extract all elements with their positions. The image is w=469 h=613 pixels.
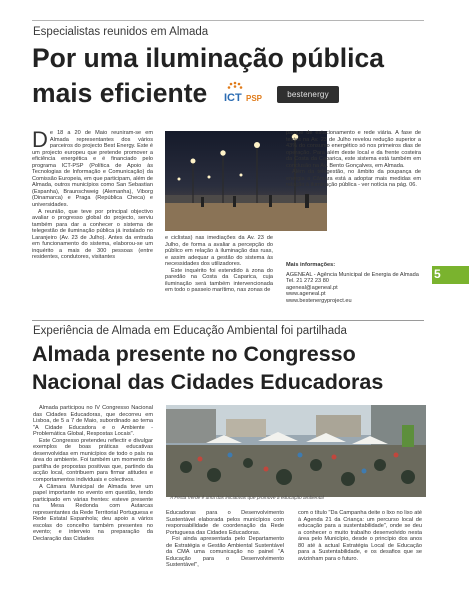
article2-paragraph: Este Congresso pretendeu reflectir e divulgar exemplos de boas práticas educativas desenvolvidas em municípios de todo o país na área do ambiente. Foi também um momento de partilha de propostas positivas que, partindo da acção local, contribuem para firmar atitudes e comportamentos individuais e colectivos. [33, 437, 153, 484]
article2-column-3 [298, 510, 422, 562]
article1-paragraph: e ciclistas) nas imediações da Av. 23 de Julho, de forma a avaliar a percepção do público em relação à iluminação das ruas, e assim adequar a gestão do sistema às necessidades dos utilizadores. [165, 235, 273, 268]
festa-verde-photo [166, 405, 426, 497]
info-website[interactable]: www.ageneal.pt [286, 291, 326, 298]
info-org: AGENEAL - Agência Municipal de Energia de Almada [286, 271, 419, 278]
svg-text:ICT: ICT [224, 92, 242, 104]
info-phone: Tel. 21 272 23 80 [286, 278, 329, 285]
article2-paragraph: com o título "Da Campanha deite o lixo no lixo até à Agenda 21 da Criança: um percurso local de educação para a sustentabilidade", onde se deu a conhecer o muito trabalho desenvolvido nesta área pelo Município, desde o princípio dos anos 80 até à actual Estratégia Local de Educação para a Sustentabilidade, e os desafios que se avizinham para o futuro. [298, 510, 422, 562]
article1-column-1 [32, 127, 153, 261]
drop-cap: D [32, 127, 48, 152]
header-rule [32, 20, 424, 21]
bestenergy-logo: bestenergy [277, 86, 339, 103]
info-email[interactable]: ageneal@ageneal.pt [286, 284, 338, 291]
article2-title-line2: Nacional das Cidades Educadoras [32, 370, 384, 394]
article1-paragraph: parque de estacionamento e rede viária. A fase de testes na Av. 23 de Julho revelou redução superior a 43% do consumo energético só nos primeiros dias de operação. Para além deste local e da frente costeira da Costa da Caparica, este sistema está também em conclusão na Av. Bento Gonçalves, em Almada. [286, 130, 421, 169]
article2-paragraph: Educadoras para o Desenvolvimento Sustentável elaborada pelos municípios com responsabilidade de coordenação da Rede Portuguesa das Cidades Educadoras. [166, 510, 284, 536]
article1-paragraph: Além da telegestão, no âmbito da poupança de energia a Câmara está a adoptar mais medidas em relação à iluminação pública - ver notícia na pág. 06. [286, 169, 421, 189]
article1-title-line2: mais eficiente [32, 78, 208, 108]
article1-kicker: Especialistas reunidos em Almada [33, 26, 209, 38]
info-box [286, 262, 426, 304]
article2-column-1 [33, 405, 153, 542]
page-number: 5 [434, 267, 441, 281]
article1-paragraph: A reunião, que teve por principal objectivo avaliar o progresso global do projecto, serviu também para dar a conhecer o sistema de telegestão de iluminação pública já instalado no Laranjeiro (Av. 23 de Julho). Antes da entrada em funcionamento do sistema, elaborou-se um inquérito a mais de 300 pessoas (entre residentes, condutores, visitantes [32, 208, 153, 261]
article1-paragraph: e 18 a 20 de Maio reuniram-se em Almada representantes dos vários parceiros do projecto Best Energy. Este é um projecto europeu que pretende promover a eficiência energética e é financiado pelo programa ICT-PSP (Política de Apoio às Tecnologias de Informação e Comunicação) da Comissão Europeia, em que participam, além de Almada, outros municípios como San Sebastian (Espanha), Braunschweig (Alemanha), Viborg (Dinamarca) e Praga (República Checa) e universidades. [32, 130, 153, 209]
article1-paragraph: Este inquérito foi estendido à zona do paredão na Costa da Caparica, cuja iluminação será também intervencionada em todo o passeio marítimo, nas zonas de [165, 267, 273, 294]
info-heading: Mais informações: [286, 262, 336, 268]
article2-paragraph: A Câmara Municipal de Almada teve um papel importante no evento em questão, tendo participado em várias frentes: esteve presente na Mesa Redonda com Autarcas representantes da Rede Territorial Portuguesa e Rede Estatal Espanhola; deu apoio a vários escolas do concelho também presentes no evento; e interveio na preparação da Declaração das Cidades [33, 483, 153, 542]
article1-title-line1: Por uma iluminação pública [32, 43, 384, 73]
article2-kicker: Experiência de Almada em Educação Ambiental foi partilhada [33, 325, 347, 337]
article2-paragraph: Foi ainda apresentada pelo Departamento de Estratégia e Gestão Ambiental Sustentável da CMA uma comunicação no painel "A Educação para o Desenvolvimento Sustentável", [166, 536, 284, 569]
svg-text:PSP: PSP [246, 94, 263, 103]
info-website[interactable]: www.bestenergyproject.eu [286, 297, 352, 304]
article2-paragraph: Almada participou no IV Congresso Nacional das Cidades Educadoras, que decorreu em Lisboa, de 5 a 7 de Maio, subordinado ao tema "A Cidade Educadora e o Ambiente - Problemática Global, Respostas Locais". [33, 405, 153, 438]
photo-caption: A Festa Verde é uma das iniciativas que promove a educação ambiental [170, 496, 324, 501]
article1-column-2 [165, 235, 273, 294]
article2-title-line1: Almada presente no Congresso [32, 342, 356, 366]
section-divider [32, 320, 424, 321]
article2-column-2 [166, 510, 284, 569]
article1-column-3 [286, 130, 421, 189]
ict-psp-logo [223, 80, 271, 106]
